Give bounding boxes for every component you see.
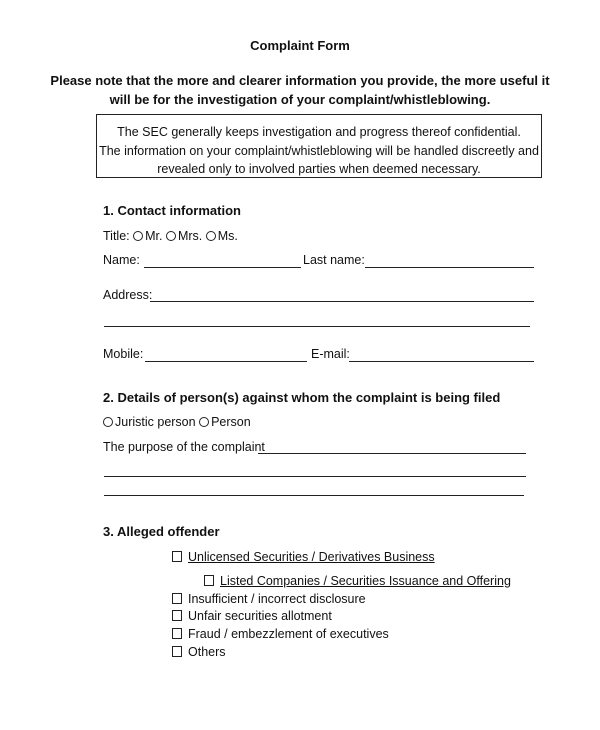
name-label: Name: xyxy=(103,253,140,267)
last-name-label: Last name: xyxy=(303,253,365,267)
note-line-2: will be for the investigation of your complaint/whistleblowing. xyxy=(109,92,491,107)
offender-option-unlicensed[interactable]: Unlicensed Securities / Derivatives Business xyxy=(172,550,435,564)
section-contact-heading: 1. Contact information xyxy=(103,203,241,218)
purpose-field-line-2[interactable] xyxy=(104,476,526,477)
address-field-line-2[interactable] xyxy=(104,326,530,327)
title-option-mrs[interactable]: Mrs. xyxy=(166,229,202,243)
title-row xyxy=(103,229,238,243)
person-type-row xyxy=(103,415,251,429)
purpose-field-line-1[interactable] xyxy=(258,453,526,454)
section-offender-heading: 3. Alleged offender xyxy=(103,524,220,539)
checkbox-icon xyxy=(172,610,182,621)
mobile-label: Mobile: xyxy=(103,347,144,361)
address-label: Address: xyxy=(103,288,153,302)
offender-option-allotment[interactable]: Unfair securities allotment xyxy=(172,609,332,623)
purpose-field-line-3[interactable] xyxy=(104,495,524,496)
checkbox-icon xyxy=(204,575,214,586)
name-field[interactable] xyxy=(144,267,301,268)
mobile-field[interactable] xyxy=(145,361,307,362)
notice-line-2: The information on your complaint/whistleblowing will be handled discreetly and xyxy=(99,144,539,158)
checkbox-icon xyxy=(172,646,182,657)
notice-line-3: revealed only to involved parties when deemed necessary. xyxy=(157,162,481,176)
email-label: E-mail: xyxy=(311,347,350,361)
checkbox-icon xyxy=(172,628,182,639)
radio-icon xyxy=(166,231,176,241)
title-option-ms[interactable]: Ms. xyxy=(206,229,238,243)
radio-icon xyxy=(206,231,216,241)
radio-icon xyxy=(199,417,209,427)
note-line-1: Please note that the more and clearer information you provide, the more useful it xyxy=(50,73,550,88)
checkbox-icon xyxy=(172,551,182,562)
radio-icon xyxy=(133,231,143,241)
title-label: Title: xyxy=(103,229,130,243)
offender-option-fraud[interactable]: Fraud / embezzlement of executives xyxy=(172,627,389,641)
radio-icon xyxy=(103,417,113,427)
offender-option-others[interactable]: Others xyxy=(172,645,226,659)
option-juristic-person[interactable]: Juristic person xyxy=(103,415,196,429)
notice-line-1: The SEC generally keeps investigation and progress thereof confidential. xyxy=(117,125,521,139)
purpose-label: The purpose of the complaint xyxy=(103,440,265,454)
form-title: Complaint Form xyxy=(250,38,350,53)
offender-option-listed-companies[interactable]: Listed Companies / Securities Issuance and Offering xyxy=(204,574,511,588)
offender-option-disclosure[interactable]: Insufficient / incorrect disclosure xyxy=(172,592,366,606)
section-person-heading: 2. Details of person(s) against whom the complaint is being filed xyxy=(103,390,501,405)
option-person[interactable]: Person xyxy=(199,415,251,429)
address-field-line-1[interactable] xyxy=(150,301,534,302)
checkbox-icon xyxy=(172,593,182,604)
email-field[interactable] xyxy=(349,361,534,362)
confidentiality-notice-box xyxy=(96,114,542,178)
last-name-field[interactable] xyxy=(365,267,534,268)
title-option-mr[interactable]: Mr. xyxy=(133,229,162,243)
